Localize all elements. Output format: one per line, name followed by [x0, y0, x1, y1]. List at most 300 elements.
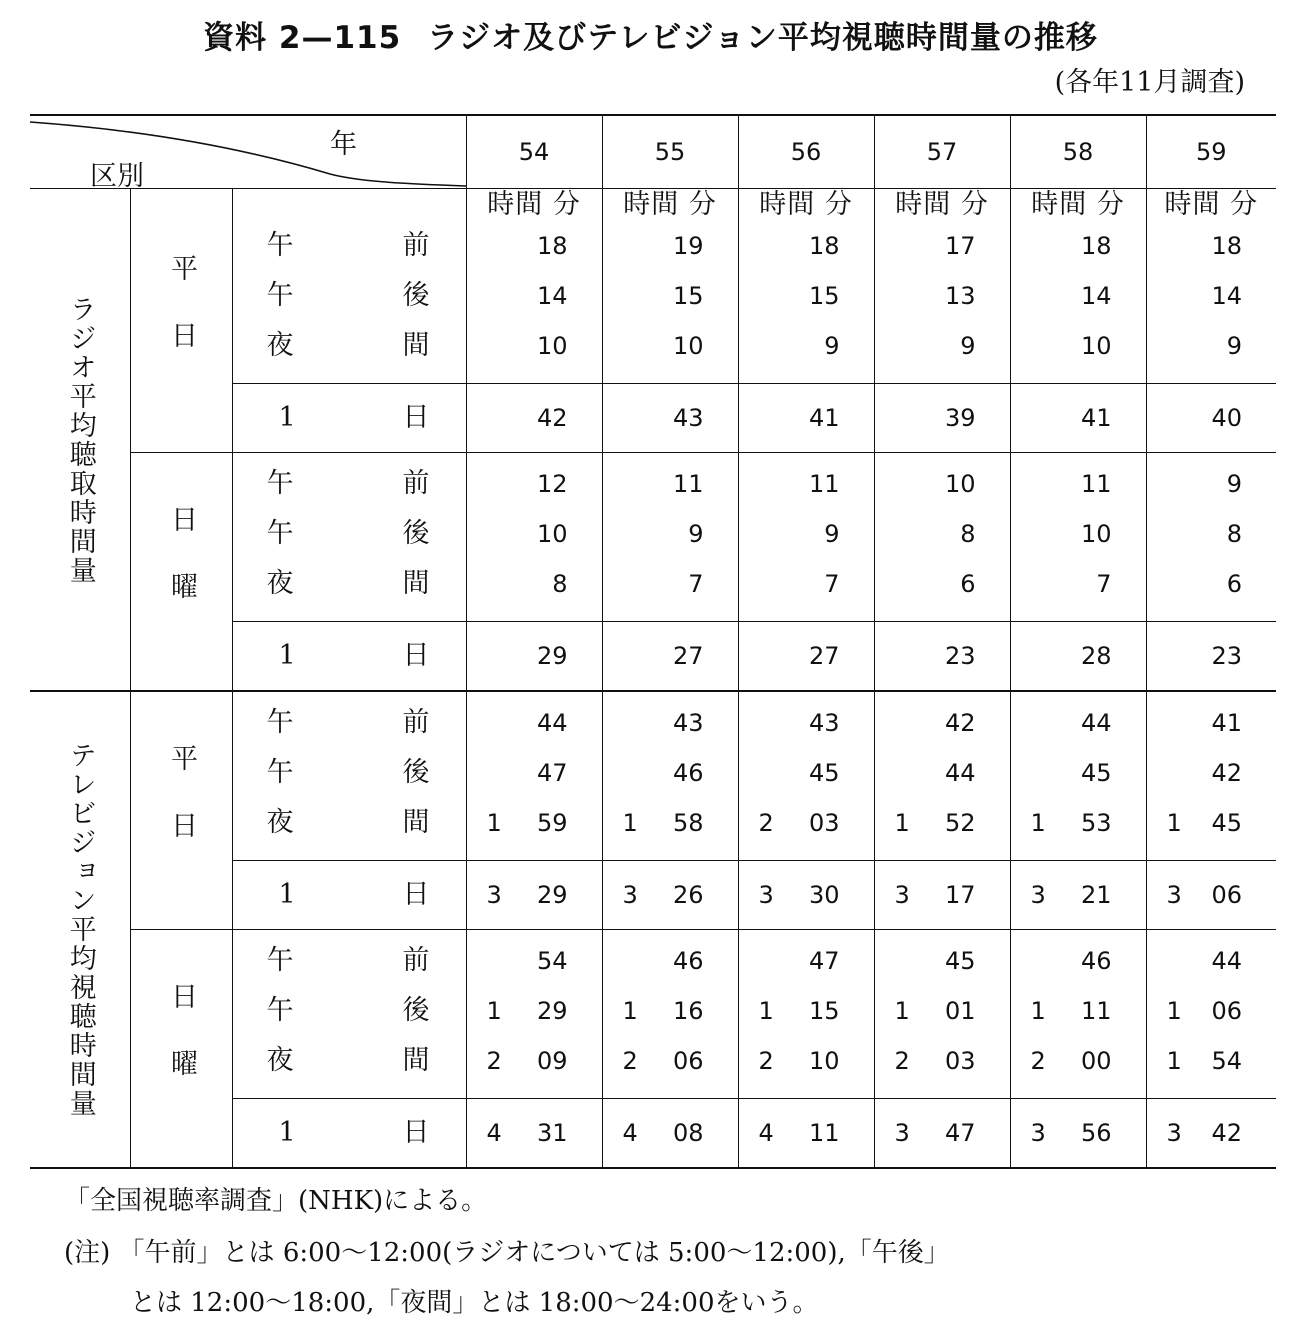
minutes-value: 43	[672, 709, 704, 737]
hours-value: 4	[486, 1119, 502, 1147]
value-cell	[1011, 459, 1146, 509]
minutes-value: 40	[1211, 404, 1243, 432]
total-value-cell	[738, 622, 874, 692]
value-cell	[739, 1036, 874, 1086]
minutes-value: 58	[672, 809, 704, 837]
minutes-value: 11	[808, 470, 840, 498]
total-value-cell	[1146, 861, 1276, 930]
total-value	[739, 1099, 874, 1167]
value-cell	[875, 986, 1010, 1036]
minutes-value: 8	[552, 570, 568, 598]
minutes-value: 44	[944, 759, 976, 787]
group-row	[30, 453, 1276, 622]
minutes-value: 15	[808, 282, 840, 310]
document-title	[0, 12, 1301, 57]
hours-value: 1	[894, 809, 910, 837]
total-value	[467, 861, 602, 929]
value-cell	[875, 321, 1010, 371]
minutes-value: 41	[1211, 709, 1243, 737]
hours-value: 3	[894, 881, 910, 909]
row-label	[233, 798, 466, 848]
total-value-cell	[738, 1099, 874, 1169]
minutes-value: 44	[1211, 947, 1243, 975]
total-value	[739, 384, 874, 452]
minutes-value: 23	[944, 642, 976, 670]
value-cell	[739, 459, 874, 509]
minutes-value: 08	[672, 1119, 704, 1147]
hours-value: 1	[486, 997, 502, 1025]
value-column-cell	[466, 189, 602, 384]
value-cell	[739, 798, 874, 848]
minutes-value: 44	[1080, 709, 1112, 737]
source-note: 「全国視聴率調査」(NHK)による。	[64, 1186, 488, 1216]
value-column-cell	[1010, 189, 1146, 384]
row-labels-cell	[232, 691, 466, 861]
year-header: 54	[466, 115, 602, 189]
section-label-cell	[30, 189, 130, 692]
total-value-cell	[602, 861, 738, 930]
minutes-value: 47	[944, 1119, 976, 1147]
minutes-value: 06	[672, 1047, 704, 1075]
value-cell	[1011, 1036, 1146, 1086]
hours-value: 1	[894, 997, 910, 1025]
value-cell	[603, 459, 738, 509]
row-label-b: 前	[402, 945, 430, 976]
minutes-value: 53	[1080, 809, 1112, 837]
minutes-value: 45	[808, 759, 840, 787]
minutes-value: 27	[808, 642, 840, 670]
note-line-1: (注) 「午前」とは 6:00〜12:00(ラジオについては 5:00〜12:00),「午後」	[64, 1238, 950, 1268]
value-cell	[875, 509, 1010, 559]
hours-value: 1	[1030, 997, 1046, 1025]
year-header: 55	[602, 115, 738, 189]
header-year-label: 年	[330, 129, 357, 160]
minutes-value: 01	[944, 997, 976, 1025]
row-label-b: 間	[402, 330, 430, 361]
value-cell	[467, 221, 602, 271]
value-column-cell	[1010, 691, 1146, 861]
value-column-cell	[602, 453, 738, 622]
hours-value: 3	[486, 881, 502, 909]
hours-value: 3	[1166, 1119, 1182, 1147]
total-value	[739, 861, 874, 929]
minutes-value: 46	[672, 947, 704, 975]
hours-value: 1	[758, 997, 774, 1025]
minutes-value: 39	[944, 404, 976, 432]
value-column-cell	[466, 691, 602, 861]
total-value	[1011, 622, 1146, 690]
group-label: 日曜	[166, 504, 197, 639]
row-label	[233, 321, 466, 371]
value-cell	[603, 748, 738, 798]
minutes-value: 42	[536, 404, 568, 432]
minutes-value: 26	[672, 881, 704, 909]
header-kubetsu-label: 区別	[90, 161, 144, 192]
value-cell	[467, 698, 602, 748]
value-cell	[603, 271, 738, 321]
total-value	[875, 622, 1010, 690]
hours-value: 1	[1166, 1047, 1182, 1075]
total-value	[467, 622, 602, 690]
row-label-b: 間	[402, 807, 430, 838]
row-labels-cell	[232, 930, 466, 1099]
total-label	[233, 861, 466, 929]
minutes-value: 11	[808, 1119, 840, 1147]
total-value-cell	[602, 622, 738, 692]
minutes-value: 30	[808, 881, 840, 909]
value-cell	[467, 559, 602, 609]
value-cell	[1011, 271, 1146, 321]
group-label-cell	[130, 453, 232, 692]
total-value	[739, 622, 874, 690]
value-cell	[1147, 1036, 1277, 1086]
minutes-value: 9	[824, 520, 840, 548]
row-label-a: 午	[266, 518, 294, 549]
hours-value: 4	[758, 1119, 774, 1147]
value-column-cell	[1146, 189, 1276, 384]
minutes-value: 17	[944, 232, 976, 260]
value-cell	[1011, 986, 1146, 1036]
row-label-a: 午	[266, 945, 294, 976]
value-cell	[875, 798, 1010, 848]
minutes-value: 9	[960, 332, 976, 360]
total-value-cell	[738, 861, 874, 930]
minutes-value: 47	[808, 947, 840, 975]
minutes-value: 47	[536, 759, 568, 787]
value-cell	[603, 936, 738, 986]
row-label	[233, 698, 466, 748]
value-cell	[739, 221, 874, 271]
value-cell	[1147, 271, 1277, 321]
group-row	[30, 691, 1276, 861]
minutes-value: 21	[1080, 881, 1112, 909]
minutes-value: 6	[960, 570, 976, 598]
unit-label: 時間 分	[623, 189, 717, 220]
minutes-value: 13	[944, 282, 976, 310]
value-cell	[467, 986, 602, 1036]
total-value	[1011, 384, 1146, 452]
minutes-value: 10	[808, 1047, 840, 1075]
minutes-value: 09	[536, 1047, 568, 1075]
total-value-cell	[1010, 384, 1146, 453]
title-code: 資料 2—115	[203, 20, 402, 56]
minutes-value: 8	[960, 520, 976, 548]
year-header: 59	[1146, 115, 1276, 189]
minutes-value: 12	[536, 470, 568, 498]
value-cell	[1011, 698, 1146, 748]
year-header: 58	[1010, 115, 1146, 189]
value-cell	[739, 271, 874, 321]
total-value-cell	[738, 384, 874, 453]
total-value-cell	[874, 1099, 1010, 1169]
row-label	[233, 1036, 466, 1086]
value-column-cell	[466, 453, 602, 622]
minutes-value: 42	[1211, 759, 1243, 787]
group-label: 日曜	[166, 981, 197, 1116]
total-label	[233, 1099, 466, 1167]
value-cell	[875, 459, 1010, 509]
total-value	[467, 384, 602, 452]
minutes-value: 46	[672, 759, 704, 787]
hours-value: 3	[1166, 881, 1182, 909]
minutes-value: 11	[1080, 470, 1112, 498]
total-label-a: 1	[278, 879, 296, 910]
minutes-value: 18	[808, 232, 840, 260]
minutes-value: 43	[672, 404, 704, 432]
group-label: 平日	[166, 743, 197, 878]
minutes-value: 9	[1226, 470, 1243, 498]
total-value	[603, 622, 738, 690]
total-value	[603, 384, 738, 452]
value-column-cell	[1146, 930, 1276, 1099]
total-value	[603, 1099, 738, 1167]
value-column-cell	[874, 930, 1010, 1099]
total-label-cell	[232, 622, 466, 692]
value-cell	[603, 798, 738, 848]
minutes-value: 19	[672, 232, 704, 260]
total-value	[1147, 622, 1277, 690]
hours-value: 2	[894, 1047, 910, 1075]
value-cell	[1011, 559, 1146, 609]
group-label-cell	[130, 691, 232, 930]
survey-note: (各年11月調査)	[1054, 67, 1245, 98]
value-cell	[1147, 221, 1277, 271]
value-cell	[603, 559, 738, 609]
value-cell	[739, 559, 874, 609]
minutes-value: 42	[1211, 1119, 1243, 1147]
total-label-cell	[232, 384, 466, 453]
minutes-value: 44	[536, 709, 568, 737]
value-cell	[1147, 509, 1277, 559]
note-line-2: とは 12:00〜18:00,「夜間」とは 18:00〜24:00をいう。	[130, 1288, 819, 1318]
row-labels-cell	[232, 453, 466, 622]
unit-label: 時間 分	[759, 189, 853, 220]
header-corner	[30, 115, 466, 192]
total-value-cell	[1146, 622, 1276, 692]
value-cell	[1147, 936, 1277, 986]
row-label	[233, 559, 466, 609]
value-cell	[467, 271, 602, 321]
hours-value: 2	[758, 809, 774, 837]
total-label-a: 1	[278, 402, 296, 433]
row-label	[233, 936, 466, 986]
total-label	[233, 622, 466, 690]
row-label-a: 午	[266, 468, 294, 499]
value-cell	[467, 936, 602, 986]
value-cell	[603, 509, 738, 559]
value-cell	[467, 748, 602, 798]
total-label-b: 日	[402, 879, 430, 910]
value-cell	[603, 986, 738, 1036]
total-value	[1147, 384, 1277, 452]
row-label-a: 午	[266, 995, 294, 1026]
value-column-cell	[602, 691, 738, 861]
minutes-value: 29	[536, 881, 568, 909]
minutes-value: 52	[944, 809, 976, 837]
value-cell	[739, 986, 874, 1036]
value-cell	[1147, 798, 1277, 848]
value-column-cell	[738, 189, 874, 384]
value-column-cell	[602, 189, 738, 384]
year-header: 57	[874, 115, 1010, 189]
total-label-a: 1	[278, 1117, 296, 1148]
row-label-a: 夜	[266, 330, 294, 361]
total-value-cell	[602, 384, 738, 453]
minutes-value: 17	[944, 881, 976, 909]
value-cell	[603, 1036, 738, 1086]
hours-value: 3	[622, 881, 638, 909]
value-cell	[1147, 986, 1277, 1036]
minutes-value: 27	[672, 642, 704, 670]
hours-value: 3	[1030, 1119, 1046, 1147]
minutes-value: 41	[808, 404, 840, 432]
total-value	[467, 1099, 602, 1167]
minutes-value: 18	[1211, 232, 1243, 260]
minutes-value: 10	[672, 332, 704, 360]
minutes-value: 7	[688, 570, 704, 598]
header-row	[30, 115, 1276, 189]
minutes-value: 43	[808, 709, 840, 737]
row-label	[233, 986, 466, 1036]
title-text: ラジオ及びテレビジョン平均視聴時間量の推移	[427, 20, 1098, 56]
row-label-b: 後	[402, 280, 430, 311]
unit-label: 時間 分	[487, 189, 581, 220]
value-column-cell	[738, 691, 874, 861]
minutes-value: 46	[1080, 947, 1112, 975]
hours-value: 1	[622, 809, 638, 837]
total-value-cell	[1146, 1099, 1276, 1169]
hours-value: 2	[622, 1047, 638, 1075]
group-label: 平日	[166, 253, 197, 388]
value-cell	[1147, 748, 1277, 798]
hours-value: 2	[758, 1047, 774, 1075]
value-cell	[467, 509, 602, 559]
hours-value: 1	[1166, 997, 1182, 1025]
minutes-value: 14	[1080, 282, 1112, 310]
minutes-value: 29	[536, 642, 568, 670]
value-cell	[467, 321, 602, 371]
total-value-cell	[874, 861, 1010, 930]
total-label	[233, 384, 466, 452]
value-cell	[603, 321, 738, 371]
total-value-cell	[874, 384, 1010, 453]
value-cell	[1147, 321, 1277, 371]
total-value-cell	[1010, 622, 1146, 692]
row-label	[233, 221, 466, 271]
value-column-cell	[874, 189, 1010, 384]
row-label-a: 午	[266, 230, 294, 261]
hours-value: 3	[1030, 881, 1046, 909]
minutes-value: 18	[1080, 232, 1112, 260]
value-column-cell	[874, 453, 1010, 622]
value-cell	[739, 936, 874, 986]
total-value	[875, 384, 1010, 452]
value-cell	[1011, 748, 1146, 798]
total-value-cell	[602, 1099, 738, 1169]
value-cell	[1147, 459, 1277, 509]
row-label-b: 前	[402, 468, 430, 499]
minutes-value: 7	[1096, 570, 1112, 598]
value-cell	[1011, 509, 1146, 559]
value-column-cell	[874, 691, 1010, 861]
total-value	[1147, 1099, 1277, 1167]
minutes-value: 06	[1211, 881, 1243, 909]
total-value	[1147, 861, 1277, 929]
row-label-a: 午	[266, 707, 294, 738]
minutes-value: 42	[944, 709, 976, 737]
value-cell	[467, 798, 602, 848]
total-label-b: 日	[402, 402, 430, 433]
value-column-cell	[1146, 453, 1276, 622]
minutes-value: 8	[1226, 520, 1243, 548]
value-column-cell	[738, 930, 874, 1099]
total-value-cell	[1010, 1099, 1146, 1169]
section-label-cell	[30, 691, 130, 1168]
row-label-b: 前	[402, 230, 430, 261]
minutes-value: 10	[1080, 332, 1112, 360]
total-value	[875, 1099, 1010, 1167]
total-value	[875, 861, 1010, 929]
unit-label: 時間 分	[1031, 189, 1125, 220]
minutes-value: 15	[672, 282, 704, 310]
minutes-value: 7	[824, 570, 840, 598]
hours-value: 3	[894, 1119, 910, 1147]
minutes-value: 41	[1080, 404, 1112, 432]
value-cell	[875, 936, 1010, 986]
minutes-value: 10	[536, 332, 568, 360]
hours-value: 1	[486, 809, 502, 837]
row-label-b: 間	[402, 568, 430, 599]
minutes-value: 23	[1211, 642, 1243, 670]
value-cell	[1147, 698, 1277, 748]
hours-value: 1	[1030, 809, 1046, 837]
total-value-cell	[466, 1099, 602, 1169]
value-cell	[739, 509, 874, 559]
hours-value: 2	[486, 1047, 502, 1075]
minutes-value: 28	[1080, 642, 1112, 670]
minutes-value: 06	[1211, 997, 1243, 1025]
value-column-cell	[1010, 930, 1146, 1099]
value-column-cell	[602, 930, 738, 1099]
minutes-value: 11	[1080, 997, 1112, 1025]
row-label-b: 後	[402, 757, 430, 788]
value-cell	[875, 748, 1010, 798]
total-value-cell	[466, 622, 602, 692]
minutes-value: 11	[672, 470, 704, 498]
minutes-value: 10	[536, 520, 568, 548]
minutes-value: 6	[1226, 570, 1243, 598]
value-cell	[467, 459, 602, 509]
minutes-value: 54	[1211, 1047, 1243, 1075]
value-cell	[739, 748, 874, 798]
minutes-value: 03	[808, 809, 840, 837]
minutes-value: 29	[536, 997, 568, 1025]
value-cell	[603, 698, 738, 748]
total-label-b: 日	[402, 640, 430, 671]
minutes-value: 14	[536, 282, 568, 310]
row-label	[233, 271, 466, 321]
value-cell	[739, 321, 874, 371]
value-cell	[739, 698, 874, 748]
total-label-cell	[232, 861, 466, 930]
row-label-b: 後	[402, 995, 430, 1026]
hours-value: 1	[1166, 809, 1182, 837]
section-label: テレビジョン平均視聴時間量	[64, 741, 96, 1118]
hours-value: 1	[622, 997, 638, 1025]
row-label	[233, 509, 466, 559]
hours-value: 2	[1030, 1047, 1046, 1075]
minutes-value: 18	[536, 232, 568, 260]
